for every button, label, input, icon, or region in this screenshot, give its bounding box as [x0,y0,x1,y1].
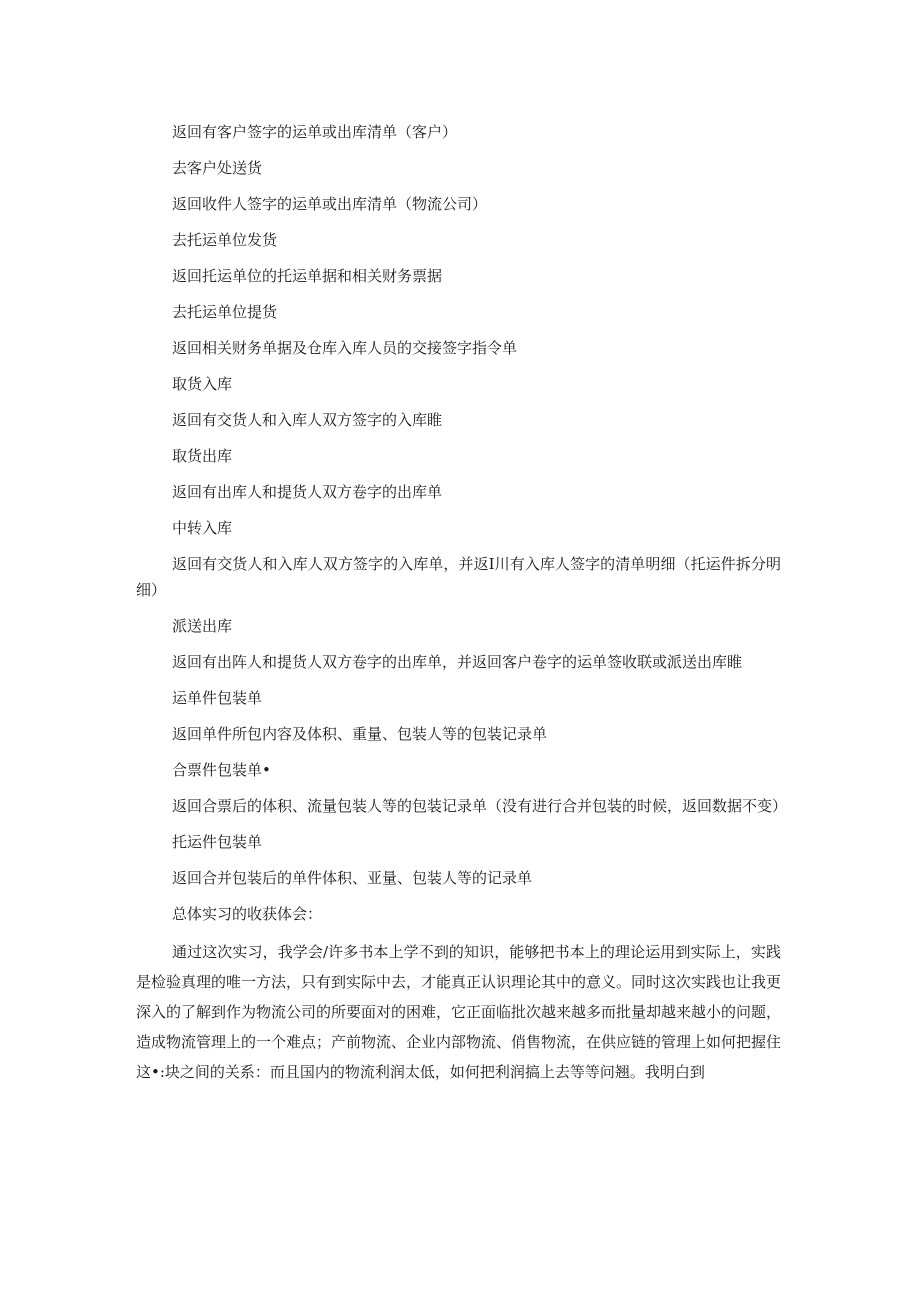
paragraph: 返回有客户签字的运单或出库清单（客户） [172,123,458,141]
paragraph: 取货出库 [172,447,233,465]
paragraph: 返回托运单位的托运单据和相关财务票据 [172,267,443,285]
paragraph: 取货入库 [172,375,233,393]
paragraph: 返回合票后的体积、流量包装人等的包装记录单（没有进行合并包装的时候，返回数据不变） [172,797,788,815]
paragraph: 返回有出阵人和提货人双方卷字的出库单，并返回客户卷字的运单签收联或派送出库睢 [172,653,743,671]
paragraph: 返回有出库人和提货人双方卷字的出库单 [172,483,443,501]
paragraph: 去托运单位发货 [172,231,278,249]
paragraph: 返回收件人签字的运单或出库清单（物流公司） [172,195,488,213]
paragraph: 返回有交货人和入库人双方签字的入库睢 [172,411,443,429]
document-body [136,119,788,1087]
paragraph: 去客户处送货 [172,159,263,177]
paragraph: 中转入库 [172,519,233,537]
paragraph: 运单件包装单 [172,689,263,707]
paragraph: 返回合并包装后的单件体积、亚量、包装人等的记录单 [172,869,533,887]
paragraph: 托运件包装单 [172,833,263,851]
section-heading: 总体实习的收获体会： [172,905,323,923]
paragraph: 合票件包装单• [172,761,271,779]
paragraph: 返回相关财务单据及仓库入库人员的交接签字指令单 [172,339,518,357]
paragraph: 返回单件所包内容及体积、重量、包装人等的包装记录单 [172,725,548,743]
paragraph: 返回有交货人和入库人双方签字的入库单，并返I川有入库人签字的清单明细（托运件拆分明细） [136,555,781,599]
paragraph: 通过这次实习，我学会/许多书本上学不到的知识，能够把书本上的理论运用到实际上，实践是检验真理的唯一方法，只有到实际中去，才能真正认识理论其中的意义。同时这次实践也让我更深入的了解到作为物流公司的所要面对的困难，它正面临批次越来越多而批量却越来越小的问题，造成物流管理上的一个难点；产前物流、企业内部物流、俏售物流，在供应链的管理上如何把握住这•:块之间的关系：而且国内的物流利润太低，如何把利润搞上去等等问翘。我明白到 [136,943,782,1081]
paragraph: 去托运单位提货 [172,303,278,321]
paragraph: 派送出库 [172,617,233,635]
